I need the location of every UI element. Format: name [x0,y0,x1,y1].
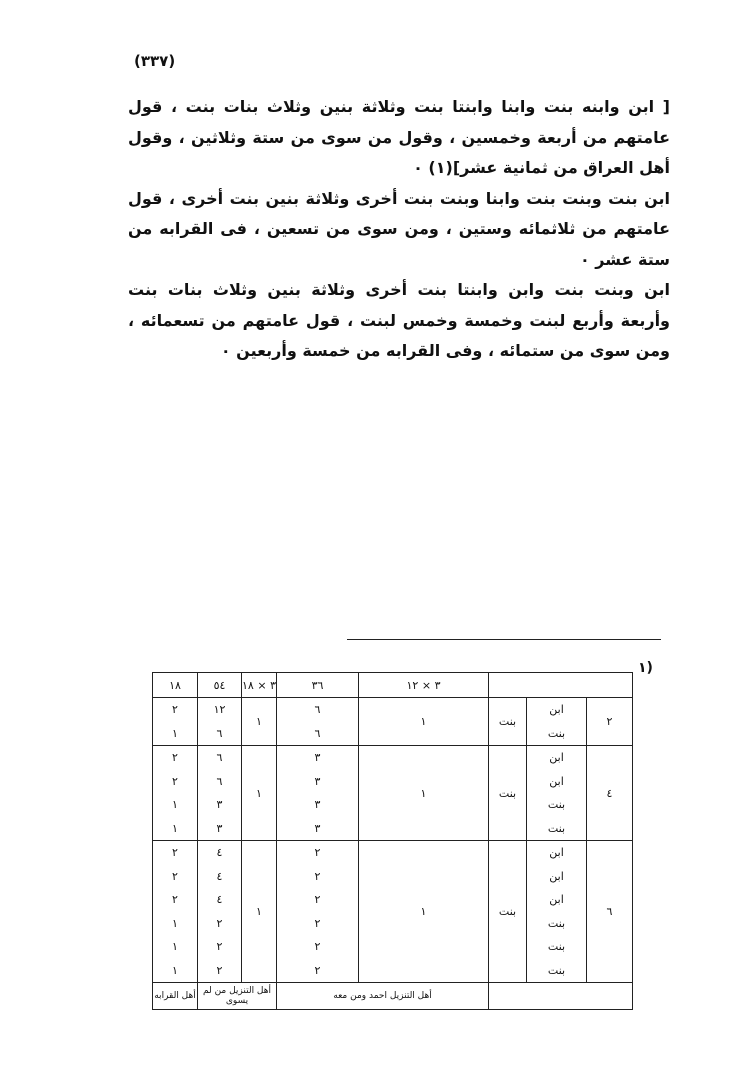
share-54: ٦ [216,774,223,788]
share-18b-cell [153,746,198,841]
share-12: ١ [359,841,489,983]
share-36: ٢ [314,846,321,859]
heir: ابن [549,869,564,883]
heir: ابن [549,703,564,716]
share-54: ٤ [216,869,223,883]
share-54: ٣ [216,821,223,835]
heir: ابن [549,774,564,788]
footer-empty [489,983,633,1010]
share-36: ٦ [314,703,321,716]
share-54: ٣ [216,798,223,811]
relation-cell: بنت [489,698,527,746]
share-18b: ٢ [172,869,178,883]
paragraph-3: ابن وبنت بنت وابن وابنتا بنت أخرى وثلاثة بنين وثلاث بنات بنت وأربعة وأربع لبنت وخمسة وخمس لبنت ، قول عامتهم من تسعمائه ، ومن سوى من ستمائه ، وفى القرابه من خمسة وأربعين ٠ [128,280,670,360]
share-18b: ١ [172,940,178,953]
share-18b: ٢ [172,846,178,859]
heir: بنت [547,916,566,930]
share-36: ٢ [314,893,321,906]
share-18b: ٢ [172,774,178,788]
share-18b: ١ [172,916,178,930]
heir: بنت [547,940,566,953]
share-54: ٤ [216,893,223,906]
table-group-1 [153,698,633,746]
share-54-cell [198,698,242,746]
share-18b: ٢ [172,893,178,906]
header-col-18x3: ٣ × ١٨ [242,673,277,698]
share-36-cell [277,698,359,746]
paragraph-2: ابن بنت وبنت بنت وابنا وبنت بنت أخرى وثلاثة بنين بنت أخرى ، قول عامتهم من ثلاثمائه وستين ، ومن سوى من تسعين ، فى القرابه من ستة عشر ٠ [128,188,670,269]
heirs-cell [527,698,587,746]
table-group-3 [153,841,633,983]
share-12: ١ [359,698,489,746]
heir: بنت [547,963,566,977]
share-18b-cell [153,841,198,983]
share-18b: ١ [172,798,178,811]
heirs-cell [527,841,587,983]
share-54: ١٢ [213,703,226,716]
share-18b: ٢ [172,703,178,716]
share-54: ٤ [216,846,223,859]
share-36: ٣ [314,821,321,835]
heir: ابن [549,893,564,906]
inheritance-table [152,672,632,1010]
heir: بنت [547,726,566,740]
header-col-36: ٣٦ [277,673,359,698]
share-36: ٦ [314,726,321,740]
share-18: ١ [242,698,277,746]
relation-cell: بنت [489,746,527,841]
share-12: ١ [359,746,489,841]
share-18b: ١ [172,821,178,835]
heirs-cell [527,746,587,841]
footer-tanzil-ahmad: أهل التنزيل احمد ومن معه [277,983,489,1010]
share-36: ٢ [314,916,321,930]
share-18b: ١ [172,963,178,977]
share-36: ٢ [314,940,321,953]
share-18: ١ [242,746,277,841]
body-text [128,92,670,367]
heir: بنت [547,798,566,811]
relation-cell: بنت [489,841,527,983]
group-count: ٢ [587,698,633,746]
footnote-marker: (١ [638,660,653,676]
share-54: ٦ [216,751,223,764]
share-54-cell [198,841,242,983]
table-header-row [153,673,633,698]
share-36: ٢ [314,963,321,977]
footnote-divider [347,639,661,640]
share-36-cell [277,746,359,841]
group-count: ٤ [587,746,633,841]
table-footer-row [153,983,633,1010]
share-54: ٢ [216,963,223,977]
share-54: ٢ [216,940,223,953]
share-54-cell [198,746,242,841]
share-36-cell [277,841,359,983]
header-col-18: ١٨ [153,673,198,698]
share-54: ٢ [216,916,223,930]
footer-qaraba: أهل القرابه [153,983,198,1010]
table-group-2 [153,746,633,841]
share-18b-cell [153,698,198,746]
share-18b: ١ [172,726,178,740]
heir: بنت [547,821,566,835]
share-54: ٦ [216,726,223,740]
share-18b: ٢ [172,751,178,764]
header-col-54: ٥٤ [198,673,242,698]
header-empty [489,673,633,698]
share-36: ٢ [314,869,321,883]
group-count: ٦ [587,841,633,983]
share-18: ١ [242,841,277,983]
heir: ابن [549,751,564,764]
heir: ابن [549,846,564,859]
share-36: ٣ [314,751,321,764]
share-36: ٣ [314,774,321,788]
paragraph-1: [ ابن وابنه بنت وابنا وابنتا بنت وثلاثة بنين وثلاث بنات بنت ، قول عامتهم من أربعة وخمسين ، وقول من سوى من ستة وثلاثين ، وقول أهل العراق من ثمانية عشر](١) ٠ [128,97,670,177]
header-col-12x3: ٣ × ١٢ [359,673,489,698]
share-36: ٣ [314,798,321,811]
footer-tanzil-man: أهل التنزيل من لم يسوى [198,983,277,1010]
page-number: (٣٣٧) [134,52,176,70]
